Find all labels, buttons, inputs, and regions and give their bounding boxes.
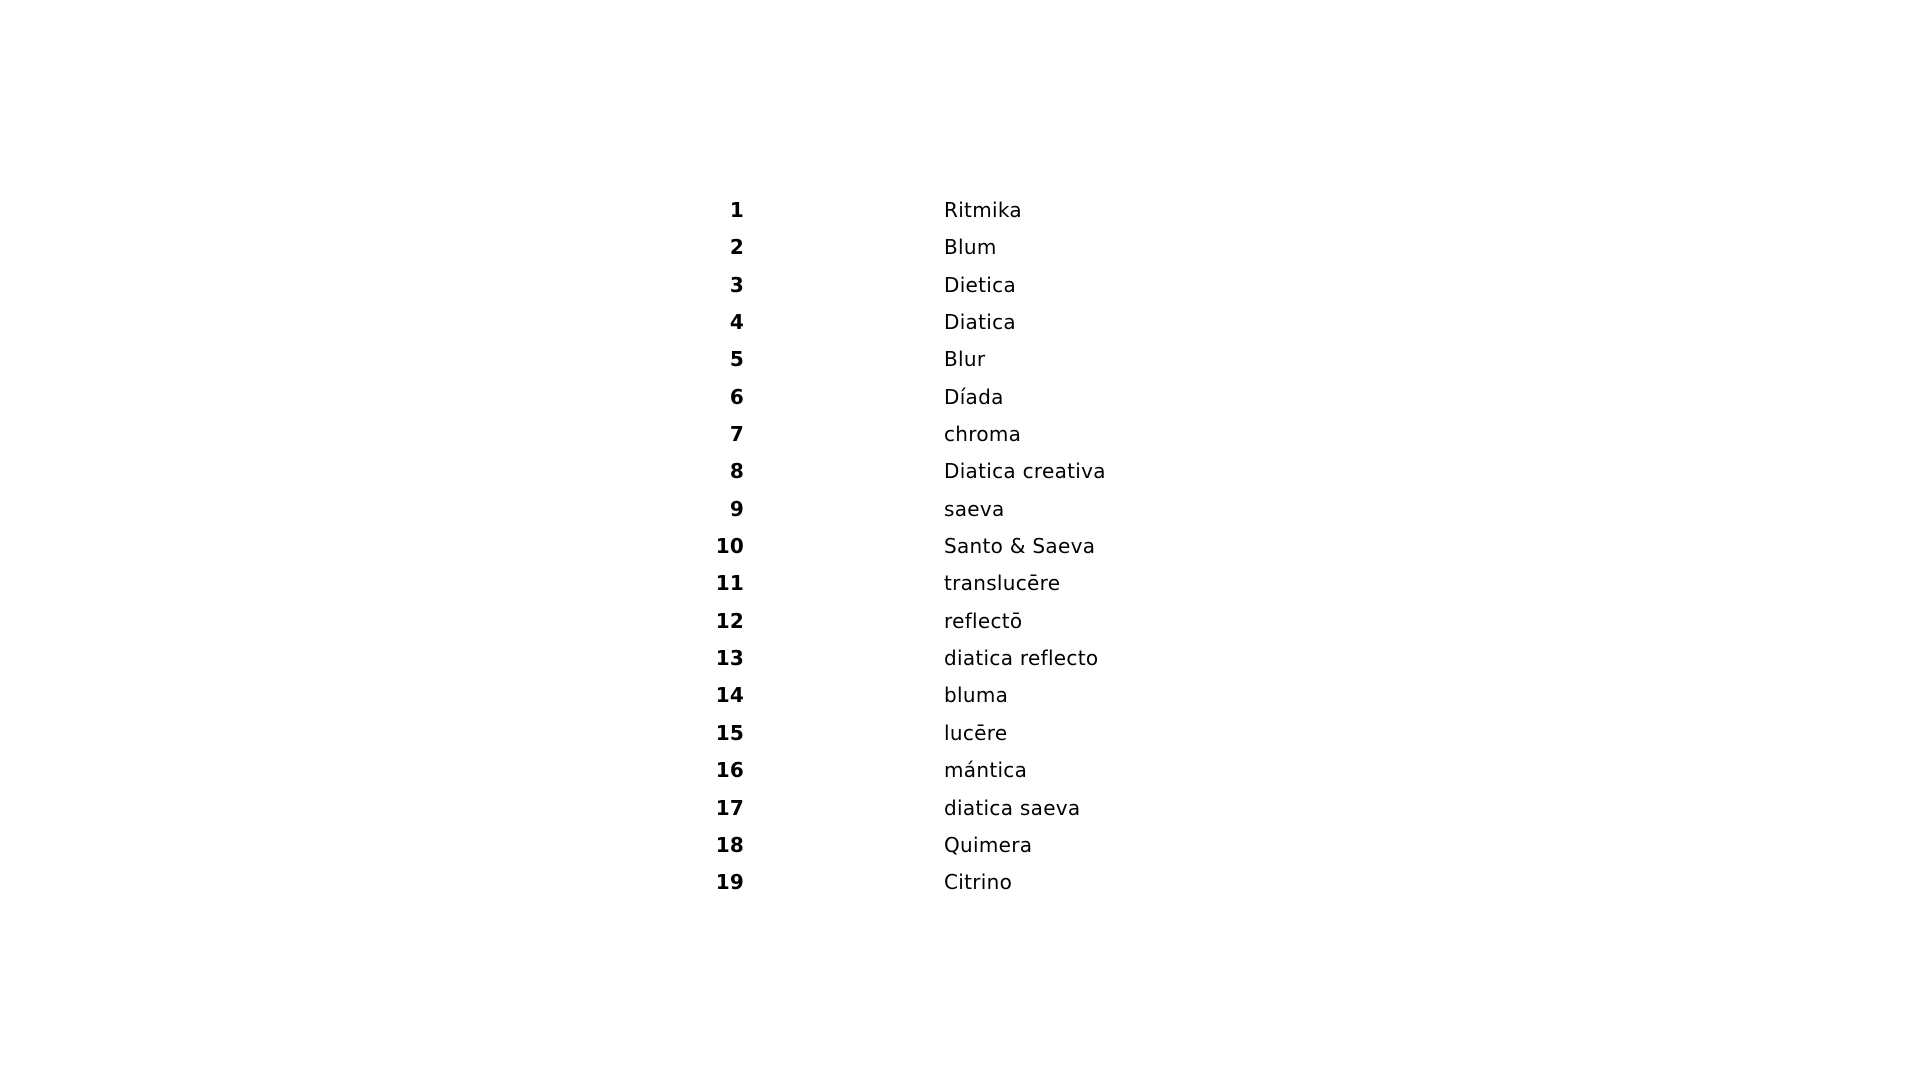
- item-name: Diatica: [944, 310, 1016, 335]
- list-item: [0, 342, 1920, 379]
- list-item: [0, 753, 1920, 790]
- item-number: 1: [729, 198, 744, 222]
- list-item: [0, 454, 1920, 491]
- list-item: [0, 380, 1920, 417]
- item-number: 18: [715, 832, 744, 857]
- item-number: 17: [715, 795, 744, 820]
- list-item: [0, 566, 1920, 603]
- item-number: 10: [715, 534, 744, 559]
- item-number: 19: [715, 870, 744, 895]
- item-name: reflectō: [944, 608, 1023, 633]
- list-item: [0, 604, 1920, 641]
- item-number: 11: [715, 571, 744, 596]
- item-name: Diatica creativa: [944, 459, 1106, 484]
- item-number: 5: [729, 347, 744, 372]
- list-item: [0, 417, 1920, 454]
- item-number: 7: [729, 422, 744, 447]
- item-number: 14: [715, 683, 744, 708]
- item-number: 12: [715, 608, 744, 633]
- item-number: 4: [729, 310, 744, 335]
- list-item: [0, 492, 1920, 529]
- item-name: Ritmika: [944, 198, 1022, 222]
- item-name: chroma: [944, 422, 1022, 447]
- list-item: [0, 865, 1920, 902]
- list-item: [0, 791, 1920, 828]
- item-name: lucēre: [944, 720, 1008, 745]
- name-list: [0, 193, 1920, 903]
- item-number: 13: [715, 646, 744, 671]
- item-name: Citrino: [944, 870, 1013, 895]
- item-number: 16: [715, 758, 744, 783]
- item-number: 15: [715, 720, 744, 745]
- item-number: 6: [729, 384, 744, 409]
- item-number: 9: [729, 496, 744, 521]
- item-name: translucēre: [944, 571, 1061, 596]
- item-name: mántica: [944, 758, 1028, 783]
- list-item: [0, 529, 1920, 566]
- item-name: Santo & Saeva: [944, 534, 1096, 559]
- item-name: diatica saeva: [944, 795, 1081, 820]
- item-name: saeva: [944, 496, 1005, 521]
- item-number: 2: [729, 235, 744, 260]
- list-item: [0, 716, 1920, 753]
- item-name: bluma: [944, 683, 1009, 708]
- list-item: [0, 268, 1920, 305]
- list-item: [0, 230, 1920, 267]
- list-item: [0, 193, 1920, 230]
- list-item: [0, 305, 1920, 342]
- item-name: diatica reflecto: [944, 646, 1099, 671]
- item-name: Blum: [944, 235, 997, 260]
- item-number: 8: [729, 459, 744, 484]
- item-name: Díada: [944, 384, 1004, 409]
- list-item: [0, 678, 1920, 715]
- list-item: [0, 641, 1920, 678]
- item-number: 3: [729, 272, 744, 297]
- list-item: [0, 828, 1920, 865]
- item-name: Quimera: [944, 832, 1033, 857]
- item-name: Dietica: [944, 272, 1017, 297]
- item-name: Blur: [944, 347, 986, 372]
